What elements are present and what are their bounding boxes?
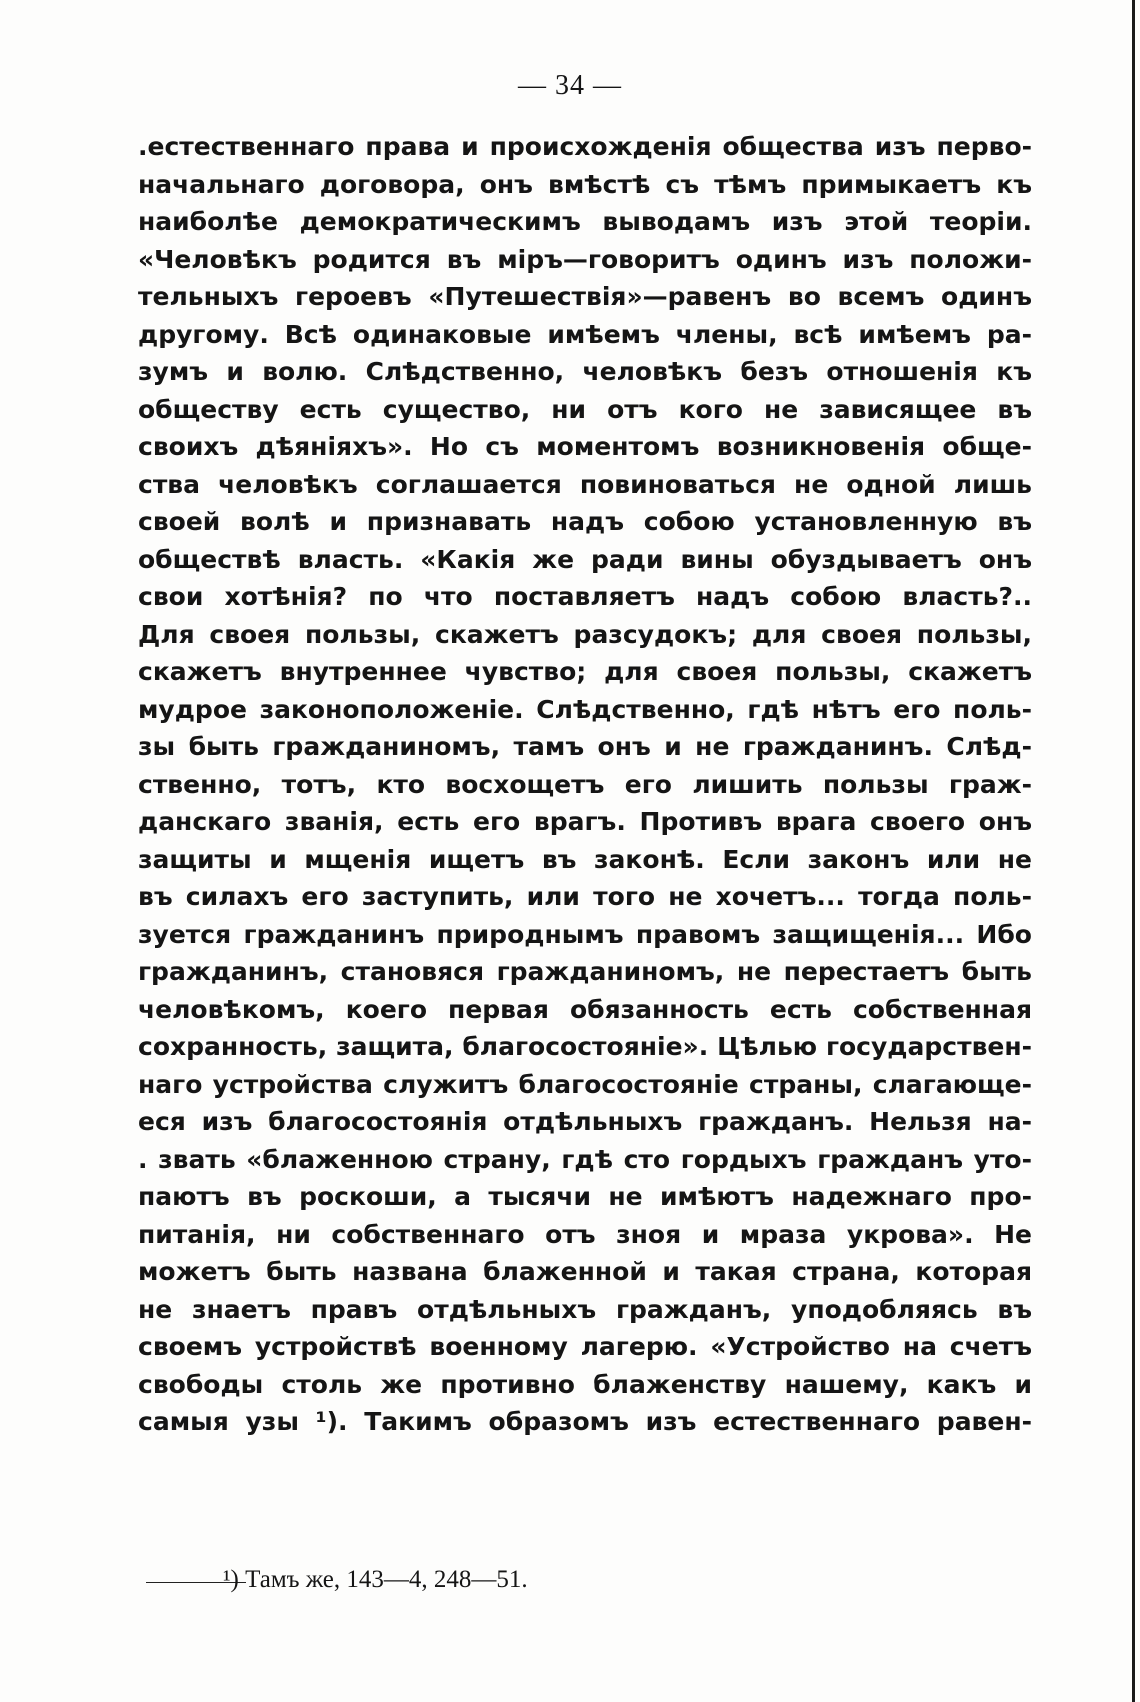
text-line: своемъ устройствѣ военному лагерю. «Устройство на счетъ bbox=[138, 1332, 1032, 1361]
text-line: питанія, ни собственнаго отъ зноя и мраза укрова». Не bbox=[138, 1219, 1032, 1249]
text-line: ства человѣкъ соглашается повиноваться не одной лишь bbox=[138, 469, 1032, 499]
text-line: еся изъ благосостоянія отдѣльныхъ гражданъ. Нельзя на- bbox=[138, 1107, 1032, 1136]
text-line: .естественнаго права и происхожденія общества изъ перво- bbox=[138, 132, 1032, 161]
body-text bbox=[138, 128, 1032, 1441]
text-line: можетъ быть названа блаженной и такая страна, которая bbox=[138, 1257, 1032, 1286]
text-line: самыя узы ¹). Такимъ образомъ изъ естественнаго равен- bbox=[138, 1407, 1032, 1436]
text-line: «Человѣкъ родится въ міръ—говоритъ одинъ изъ положи- bbox=[138, 244, 1032, 274]
text-line: свои хотѣнія? по что поставляетъ надъ собою власть?.. bbox=[138, 582, 1032, 611]
text-line: начальнаго договора, онъ вмѣстѣ съ тѣмъ примыкаетъ къ bbox=[138, 169, 1032, 199]
text-line: . звать «блаженною страну, гдѣ сто гордыхъ гражданъ уто- bbox=[138, 1144, 1032, 1174]
page-edge-line bbox=[1132, 0, 1135, 1702]
text-line: скажетъ внутреннее чувство; для своея пользы, скажетъ bbox=[138, 657, 1032, 686]
text-line: другому. Всѣ одинаковые имѣемъ члены, всѣ имѣемъ ра- bbox=[138, 319, 1032, 349]
text-line: не знаетъ правъ отдѣльныхъ гражданъ, уподобляясь въ bbox=[138, 1294, 1032, 1324]
text-line: Для своея пользы, скажетъ разсудокъ; для своея пользы, bbox=[138, 619, 1032, 649]
text-line: человѣкомъ, коего первая обязанность есть собственная bbox=[138, 994, 1032, 1024]
text-line: наиболѣе демократическимъ выводамъ изъ этой теоріи. bbox=[138, 207, 1032, 236]
text-line: зуется гражданинъ природнымъ правомъ защищенія... Ибо bbox=[138, 919, 1032, 949]
text-line: ственно, тотъ, кто восхощетъ его лишить пользы граж- bbox=[138, 769, 1032, 799]
text-line: свободы столь же противно блаженству нашему, какъ и bbox=[138, 1369, 1032, 1399]
text-line: зумъ и волю. Слѣдственно, человѣкъ безъ отношенія къ bbox=[138, 357, 1032, 386]
text-line: защиты и мщенія ищетъ въ законѣ. Если законъ или не bbox=[138, 844, 1032, 874]
text-line: сохранность, защита, благосостояніе». Цѣлью государствен- bbox=[138, 1032, 1032, 1061]
text-line: паютъ въ роскоши, а тысячи не имѣютъ надежнаго про- bbox=[138, 1182, 1032, 1211]
footnote: ¹) Тамъ же, 143—4, 248—51. bbox=[223, 1566, 528, 1593]
text-line: своихъ дѣяніяхъ». Но съ моментомъ возникновенія обще- bbox=[138, 432, 1032, 461]
text-line: обществу есть существо, ни отъ кого не зависящее въ bbox=[138, 394, 1032, 424]
text-line: тельныхъ героевъ «Путешествія»—равенъ во всемъ одинъ bbox=[138, 282, 1032, 311]
text-line: зы быть гражданиномъ, тамъ онъ и не гражданинъ. Слѣд- bbox=[138, 732, 1032, 761]
text-line: мудрое законоположеніе. Слѣдственно, гдѣ нѣтъ его поль- bbox=[138, 694, 1032, 724]
text-line: своей волѣ и признавать надъ собою установленную въ bbox=[138, 507, 1032, 536]
text-line: обществѣ власть. «Какія же ради вины обуздываетъ онъ bbox=[138, 544, 1032, 574]
text-line: данскаго званія, есть его врагъ. Противъ врага своего онъ bbox=[138, 807, 1032, 836]
text-line: гражданинъ, становяся гражданиномъ, не перестаетъ быть bbox=[138, 957, 1032, 986]
text-line: наго устройства служитъ благосостояніе страны, слагающе- bbox=[138, 1069, 1032, 1099]
text-line: въ силахъ его заступить, или того не хочетъ... тогда поль- bbox=[138, 882, 1032, 911]
page-number: — 34 — bbox=[518, 70, 622, 101]
